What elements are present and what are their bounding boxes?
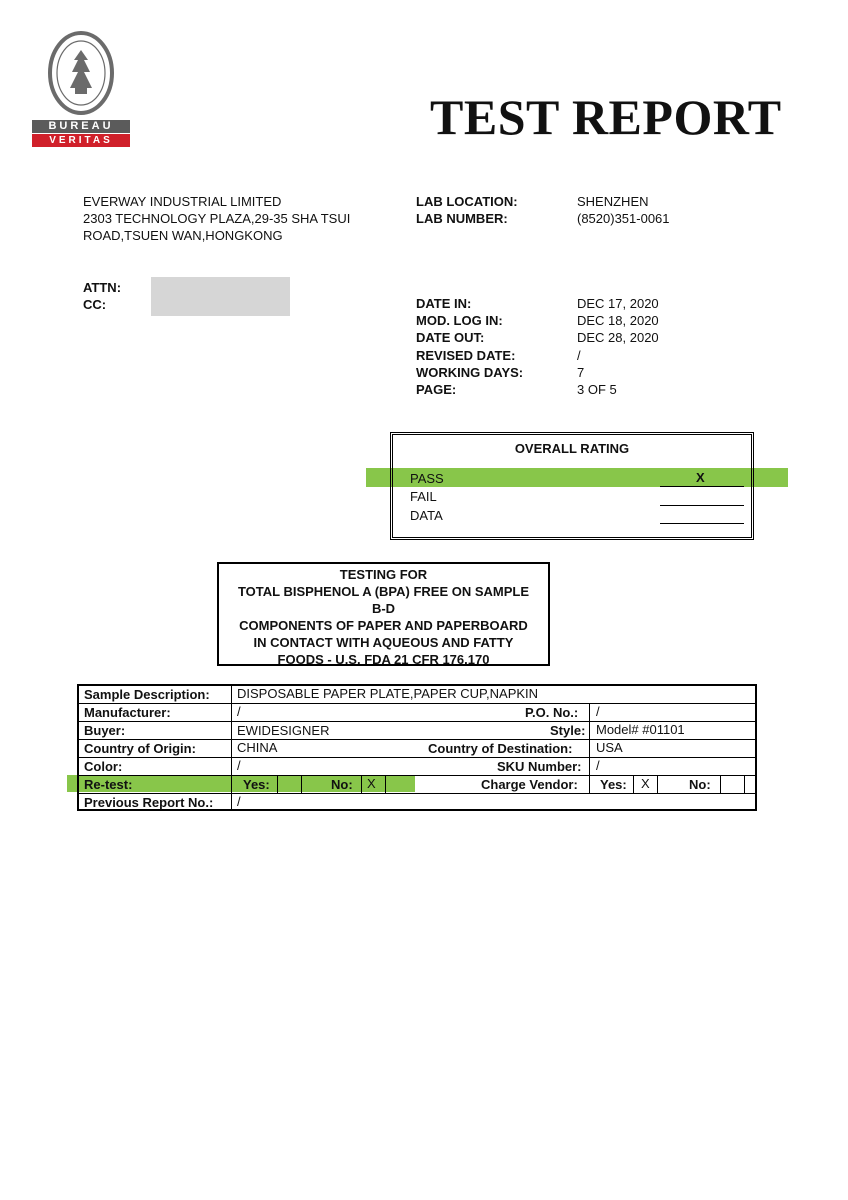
rating-pass-mark: X [696,470,705,485]
lab-number-value: (8520)351-0061 [577,211,670,226]
lab-location-value: SHENZHEN [577,194,649,209]
po-number-label: P.O. No.: [525,705,579,720]
mod-log-in-label: MOD. LOG IN: [416,313,503,328]
client-address-line1: 2303 TECHNOLOGY PLAZA,29-35 SHA TSUI [83,211,351,226]
revised-date-label: REVISED DATE: [416,348,516,363]
client-address-line2: ROAD,TSUEN WAN,HONGKONG [83,228,283,243]
retest-label: Re-test: [84,777,133,792]
date-in-value: DEC 17, 2020 [577,296,659,311]
date-out-label: DATE OUT: [416,330,485,345]
country-of-origin-value: CHINA [237,740,278,755]
charge-no-label: No: [689,777,711,792]
bureau-veritas-logo [32,30,132,152]
rating-data-line [660,523,744,524]
testing-line-6: FOODS - U.S. FDA 21 CFR 176.170 [277,652,490,667]
sample-info-table [77,684,757,811]
rating-pass-label: PASS [410,471,444,486]
testing-line-3: B-D [371,601,396,616]
date-in-label: DATE IN: [416,296,472,311]
rating-pass-line [660,486,744,487]
cc-label: CC: [83,297,107,312]
retest-no-label: No: [331,777,353,792]
page-value: 3 OF 5 [577,382,617,397]
revised-date-value: / [577,348,581,363]
country-of-destination-label: Country of Destination: [428,741,573,756]
testing-line-5: IN CONTACT WITH AQUEOUS AND FATTY [253,635,514,650]
buyer-label: Buyer: [84,723,126,738]
style-value: Model# #01101 [596,722,685,737]
sample-description-label: Sample Description: [84,687,210,702]
seal-emblem-icon [32,30,132,118]
charge-yes-value: X [641,776,650,791]
date-out-value: DEC 28, 2020 [577,330,659,345]
rating-data-label: DATA [410,508,443,523]
style-label: Style: [550,723,586,738]
color-value: / [237,758,241,773]
testing-line-4: COMPONENTS OF PAPER AND PAPERBOARD [239,618,528,633]
retest-no-value: X [367,776,376,791]
logo-word-bureau: BUREAU [32,120,130,133]
manufacturer-label: Manufacturer: [84,705,171,720]
logo-word-veritas: VERITAS [32,134,130,147]
sku-number-label: SKU Number: [497,759,582,774]
rating-fail-line [660,505,744,506]
color-label: Color: [84,759,123,774]
po-number-value: / [596,704,600,719]
working-days-value: 7 [577,365,585,380]
sample-description-value: DISPOSABLE PAPER PLATE,PAPER CUP,NAPKIN [237,686,539,701]
buyer-value: EWIDESIGNER [237,723,330,738]
lab-location-label: LAB LOCATION: [416,194,518,209]
charge-vendor-label: Charge Vendor: [481,777,578,792]
redacted-contact-block [151,277,290,316]
mod-log-in-value: DEC 18, 2020 [577,313,659,328]
previous-report-label: Previous Report No.: [84,795,214,810]
charge-yes-label: Yes: [600,777,627,792]
working-days-label: WORKING DAYS: [416,365,524,380]
client-name: EVERWAY INDUSTRIAL LIMITED [83,194,282,209]
rating-fail-label: FAIL [410,489,437,504]
page-label: PAGE: [416,382,457,397]
testing-line-2: TOTAL BISPHENOL A (BPA) FREE ON SAMPLE [237,584,530,599]
lab-number-label: LAB NUMBER: [416,211,508,226]
sku-number-value: / [596,758,600,773]
attn-label: ATTN: [83,280,122,295]
country-of-destination-value: USA [596,740,623,755]
manufacturer-value: / [237,704,241,719]
country-of-origin-label: Country of Origin: [84,741,196,756]
report-title: TEST REPORT [430,89,782,145]
previous-report-value: / [237,794,241,809]
retest-yes-label: Yes: [243,777,270,792]
testing-line-1: TESTING FOR [339,567,428,582]
testing-for-box [217,562,550,666]
overall-rating-title: OVERALL RATING [514,441,630,456]
